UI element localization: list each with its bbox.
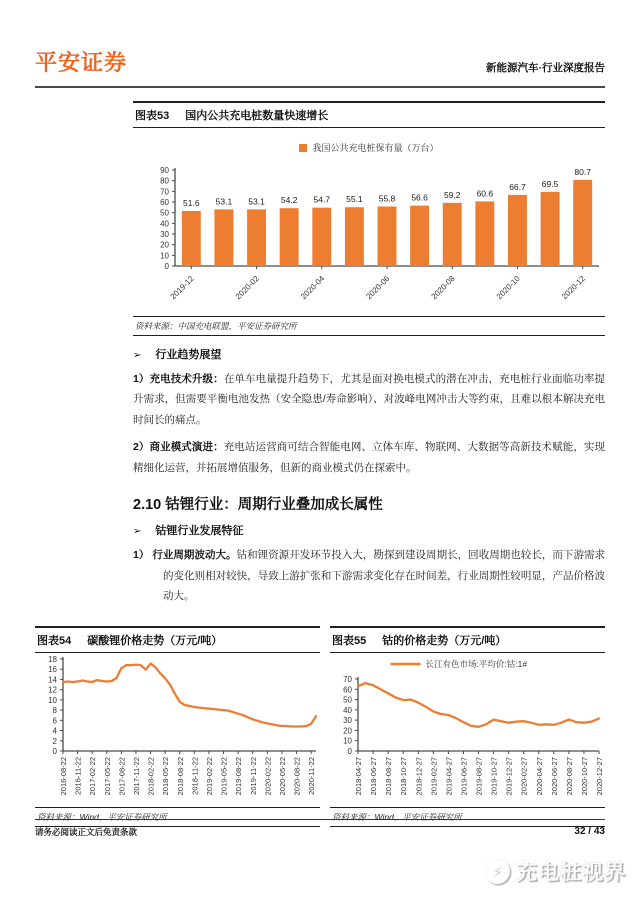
svg-text:2018-10-27: 2018-10-27: [399, 756, 409, 796]
svg-text:10: 10: [343, 736, 352, 746]
svg-text:53.1: 53.1: [215, 196, 233, 207]
paragraph-cycle-volatility: 1） 行业周期波动大。钴和锂资源开发环节投入大，勘探到建设周期长，回收周期也较长，而下游需求的变化则相对较快，导致上游扩张和下游需求变化存在时间差，行业周期性较明显，产品价格波动大。: [133, 549, 605, 603]
svg-text:2020-08-22: 2020-08-22: [292, 756, 302, 796]
svg-text:90: 90: [160, 166, 169, 175]
svg-text:2020-06-27: 2020-06-27: [549, 756, 559, 796]
svg-text:2019-12: 2019-12: [168, 274, 196, 302]
paragraph-lead: 2）商业模式演进：: [133, 441, 224, 454]
figure-55-source: 资料来源：Wind，平安证券研究所: [330, 807, 605, 827]
svg-text:40: 40: [343, 705, 352, 715]
page-footer: [35, 819, 605, 838]
svg-text:2020-02-27: 2020-02-27: [519, 756, 529, 796]
figure-53-source: 资料来源：中国充电联盟，平安证券研究所: [133, 316, 605, 336]
svg-text:2019-08-22: 2019-08-22: [234, 756, 244, 796]
watermark-text: 充电桩视界: [516, 861, 626, 884]
svg-text:2019-08-27: 2019-08-27: [474, 756, 484, 796]
svg-text:10: 10: [48, 695, 57, 705]
svg-text:长江有色市场:平均价:钴:1#: 长江有色市场:平均价:钴:1#: [425, 658, 528, 669]
svg-text:70: 70: [343, 674, 352, 684]
figure-54-label: 图表54: [37, 634, 72, 647]
svg-text:2017-11-22: 2017-11-22: [131, 756, 141, 795]
svg-text:2020-11-22: 2020-11-22: [307, 756, 317, 795]
svg-text:55.1: 55.1: [346, 194, 363, 205]
section-2-10-title: 2.10 钴锂行业：周期行业叠加成长属性: [133, 497, 383, 514]
svg-text:54.7: 54.7: [313, 194, 331, 205]
figure-54-title-bar: [35, 626, 320, 653]
header-divider: [35, 86, 605, 88]
svg-text:2016-08-22: 2016-08-22: [59, 756, 68, 796]
svg-text:2018-02-22: 2018-02-22: [146, 756, 156, 796]
svg-text:80.7: 80.7: [574, 166, 591, 177]
svg-text:20: 20: [343, 726, 352, 736]
paragraph-business-model: 2）商业模式演进：充电站运营商可结合智能电网、立体车库、物联网、大数据等高新技术赋能，实现精细化运营，并拓展增值服务，但新的商业模式仍在探索中。: [133, 441, 606, 474]
svg-text:20: 20: [160, 240, 169, 250]
svg-text:2020-05-22: 2020-05-22: [277, 756, 287, 796]
figure-55: [330, 626, 605, 827]
svg-text:2018-08-22: 2018-08-22: [175, 756, 185, 796]
svg-text:30: 30: [343, 715, 352, 725]
figure-54-title: 碳酸锂价格走势（万元/吨）: [87, 634, 223, 647]
report-type-label: 新能源汽车·行业深度报告: [486, 62, 605, 74]
svg-text:2019-06-27: 2019-06-27: [459, 756, 469, 796]
svg-text:50: 50: [343, 695, 352, 705]
svg-text:2020-12-27: 2020-12-27: [595, 756, 604, 796]
svg-text:2016-11-22: 2016-11-22: [73, 756, 83, 795]
svg-text:6: 6: [52, 716, 57, 726]
lithium-carbonate-line-chart: [35, 653, 320, 805]
svg-text:2019-02-22: 2019-02-22: [204, 756, 214, 796]
svg-text:2018-05-22: 2018-05-22: [161, 756, 171, 796]
svg-text:0: 0: [164, 262, 169, 271]
svg-text:2020-10-27: 2020-10-27: [579, 756, 589, 796]
svg-text:2019-05-22: 2019-05-22: [219, 756, 229, 796]
svg-text:2020-02: 2020-02: [233, 274, 261, 302]
paragraph-charging-upgrade: 1）充电技术升级：在单车电量提升趋势下，尤其是面对换电模式的潜在冲击，充电桩行业面临功率提升需求，但需要平衡电池发热（安全隐患/寿命影响）、对波峰电网冲击大等约束，且难以根本解决充电时间长的痛点。: [133, 373, 606, 426]
svg-text:2020-08-27: 2020-08-27: [564, 756, 574, 796]
svg-text:70: 70: [160, 187, 169, 197]
svg-text:18: 18: [48, 654, 57, 664]
bottom-charts-row: [35, 613, 605, 827]
svg-text:12: 12: [48, 685, 57, 695]
svg-text:60: 60: [160, 198, 169, 207]
svg-text:60: 60: [343, 685, 352, 695]
page-number: 32 / 43: [574, 826, 605, 837]
svg-text:2020-02-22: 2020-02-22: [263, 756, 273, 796]
svg-text:8: 8: [52, 705, 57, 715]
legend-swatch: [299, 144, 307, 152]
svg-text:0: 0: [52, 746, 57, 756]
pingan-securities-logo: 平安证券: [35, 50, 128, 75]
page-header: [35, 46, 605, 77]
svg-text:66.7: 66.7: [509, 181, 526, 192]
svg-text:2017-08-22: 2017-08-22: [117, 756, 127, 796]
svg-text:59.2: 59.2: [443, 189, 461, 200]
figure-55-title-bar: [330, 626, 605, 653]
svg-text:2019-10-27: 2019-10-27: [489, 756, 499, 796]
svg-text:30: 30: [160, 230, 169, 239]
cobalt-price-line-chart: [330, 653, 605, 805]
svg-text:16: 16: [48, 664, 57, 674]
svg-text:2020-08: 2020-08: [429, 274, 457, 302]
svg-text:2018-06-27: 2018-06-27: [369, 756, 379, 796]
svg-text:55.8: 55.8: [378, 193, 396, 204]
svg-text:14: 14: [48, 675, 57, 685]
svg-text:2017-05-22: 2017-05-22: [102, 756, 112, 796]
paragraph-lead: 1） 行业周期波动大。: [133, 549, 237, 562]
svg-text:54.2: 54.2: [280, 195, 298, 206]
figure-54-source: 资料来源：Wind，平安证券研究所: [35, 807, 320, 827]
figure-55-label: 图表55: [332, 634, 367, 647]
svg-text:4: 4: [52, 726, 57, 736]
svg-text:0: 0: [347, 746, 352, 756]
svg-text:2018-08-27: 2018-08-27: [384, 756, 394, 796]
arrow-bullet-icon: ➢: [133, 350, 142, 361]
svg-text:2019-12-27: 2019-12-27: [504, 756, 514, 796]
svg-text:80: 80: [160, 176, 169, 186]
svg-text:2017-02-22: 2017-02-22: [88, 756, 98, 796]
svg-text:60.6: 60.6: [476, 188, 494, 199]
figure-53: [133, 101, 605, 336]
figure-53-title-bar: [133, 101, 605, 128]
svg-text:10: 10: [160, 251, 169, 261]
svg-text:2019-02-27: 2019-02-27: [429, 756, 439, 796]
figure-53-legend: [133, 141, 605, 154]
svg-text:2018-04-27: 2018-04-27: [354, 756, 363, 796]
svg-text:2019-11-22: 2019-11-22: [248, 756, 258, 795]
svg-text:2020-12: 2020-12: [559, 274, 588, 302]
disclaimer-text: 请务必阅读正文后免责条款: [35, 827, 138, 837]
figure-53-label: 图表53: [135, 110, 170, 122]
svg-text:53.1: 53.1: [248, 196, 265, 207]
figure-54: [35, 626, 320, 827]
svg-text:40: 40: [160, 219, 169, 229]
svg-text:51.6: 51.6: [183, 197, 200, 208]
trend-outlook-heading: ➢ 行业趋势展望: [133, 349, 222, 361]
paragraph-lead: 1）充电技术升级：: [133, 373, 224, 385]
svg-text:2020-04-27: 2020-04-27: [534, 756, 544, 796]
svg-text:2018-12-27: 2018-12-27: [414, 756, 424, 796]
legend-label: 我国公共充电桩保有量（万台）: [312, 143, 439, 153]
charging-pile-vision-logo-icon: ⚡: [484, 858, 510, 884]
arrow-bullet-icon: ➢: [133, 526, 142, 538]
svg-text:69.5: 69.5: [541, 178, 559, 189]
body-text: [133, 346, 605, 607]
svg-text:2018-11-22: 2018-11-22: [190, 756, 200, 795]
figure-55-title: 钴的价格走势（万元/吨）: [382, 634, 507, 647]
svg-text:50: 50: [160, 208, 169, 218]
svg-text:2020-06: 2020-06: [364, 274, 392, 302]
svg-text:2: 2: [52, 736, 57, 746]
svg-text:2019-04-27: 2019-04-27: [444, 756, 454, 796]
watermark: [484, 856, 626, 886]
charging-pile-bar-chart: [133, 156, 605, 314]
figure-53-title: 国内公共充电桩数量快速增长: [185, 110, 329, 122]
svg-text:2020-10: 2020-10: [494, 274, 522, 302]
svg-text:2020-04: 2020-04: [299, 274, 327, 302]
cobalt-lithium-feature-heading: ➢ 钴锂行业发展特征: [133, 525, 244, 538]
svg-text:56.6: 56.6: [411, 192, 428, 203]
